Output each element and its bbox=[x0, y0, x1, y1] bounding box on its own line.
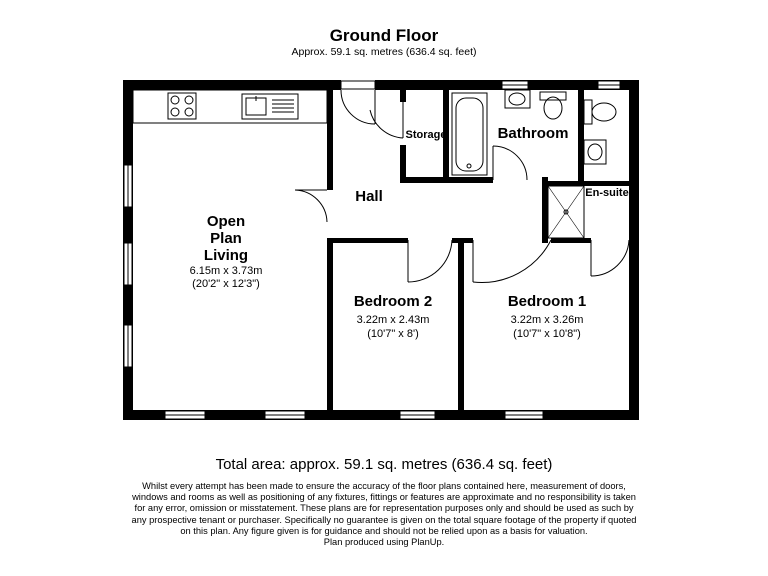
living-room-label-line1: Open bbox=[206, 213, 246, 230]
living-room-imperial: (20'2" x 12'3") bbox=[192, 278, 260, 290]
bathroom-label: Bathroom bbox=[497, 125, 569, 142]
room-labels bbox=[190, 125, 629, 340]
bedroom2-metric: 3.22m x 2.43m bbox=[356, 314, 430, 326]
plan-title: Ground Floor bbox=[329, 26, 439, 45]
bedroom1-metric: 3.22m x 3.26m bbox=[510, 314, 584, 326]
total-area: Total area: approx. 59.1 sq. metres (636.4 sq. feet) bbox=[215, 456, 553, 473]
bedroom2-label: Bedroom 2 bbox=[353, 293, 433, 310]
ensuite-toilet-cistern-icon bbox=[584, 100, 592, 124]
toilet-cistern-icon bbox=[540, 92, 566, 100]
bath-icon bbox=[452, 93, 487, 175]
living-room-label-line2: Plan bbox=[210, 230, 242, 247]
disclaimer-text: Whilst every attempt has been made to ensure the accuracy of the floor plans contained here, measurement of doors, windows and rooms as well as positioning of any fixtures, fittings or features are approximate and no responsibility is taken for any error, omission or misstatement. These plans are for representation purposes only and should be used as such by any prospective tenant or purchaser. Specifically no guarantee is given on the total square footage of the property if quoted on this plan. Any figure given is for guidance and should not be relied upon as a basis for valuation. bbox=[131, 481, 637, 536]
plan-credit: Plan produced using PlanUp. bbox=[323, 537, 445, 548]
kitchen-fittings bbox=[133, 90, 327, 123]
ensuite-label: En-suite bbox=[585, 187, 629, 199]
storage-label: Storage bbox=[405, 129, 447, 141]
bedroom2-imperial: (10'7" x 8') bbox=[367, 328, 419, 340]
bedroom1-imperial: (10'7" x 10'8") bbox=[513, 328, 581, 340]
bathroom-fittings bbox=[452, 90, 616, 238]
living-room-label-line3: Living bbox=[203, 247, 249, 264]
bedroom1-label: Bedroom 1 bbox=[507, 293, 587, 310]
interior-walls bbox=[327, 90, 629, 410]
disclaimer bbox=[126, 481, 642, 548]
living-room-metric: 6.15m x 3.73m bbox=[189, 265, 263, 277]
entrance-door bbox=[341, 79, 375, 124]
hall-label: Hall bbox=[355, 188, 383, 205]
plan-subtitle: Approx. 59.1 sq. metres (636.4 sq. feet) bbox=[291, 46, 477, 58]
